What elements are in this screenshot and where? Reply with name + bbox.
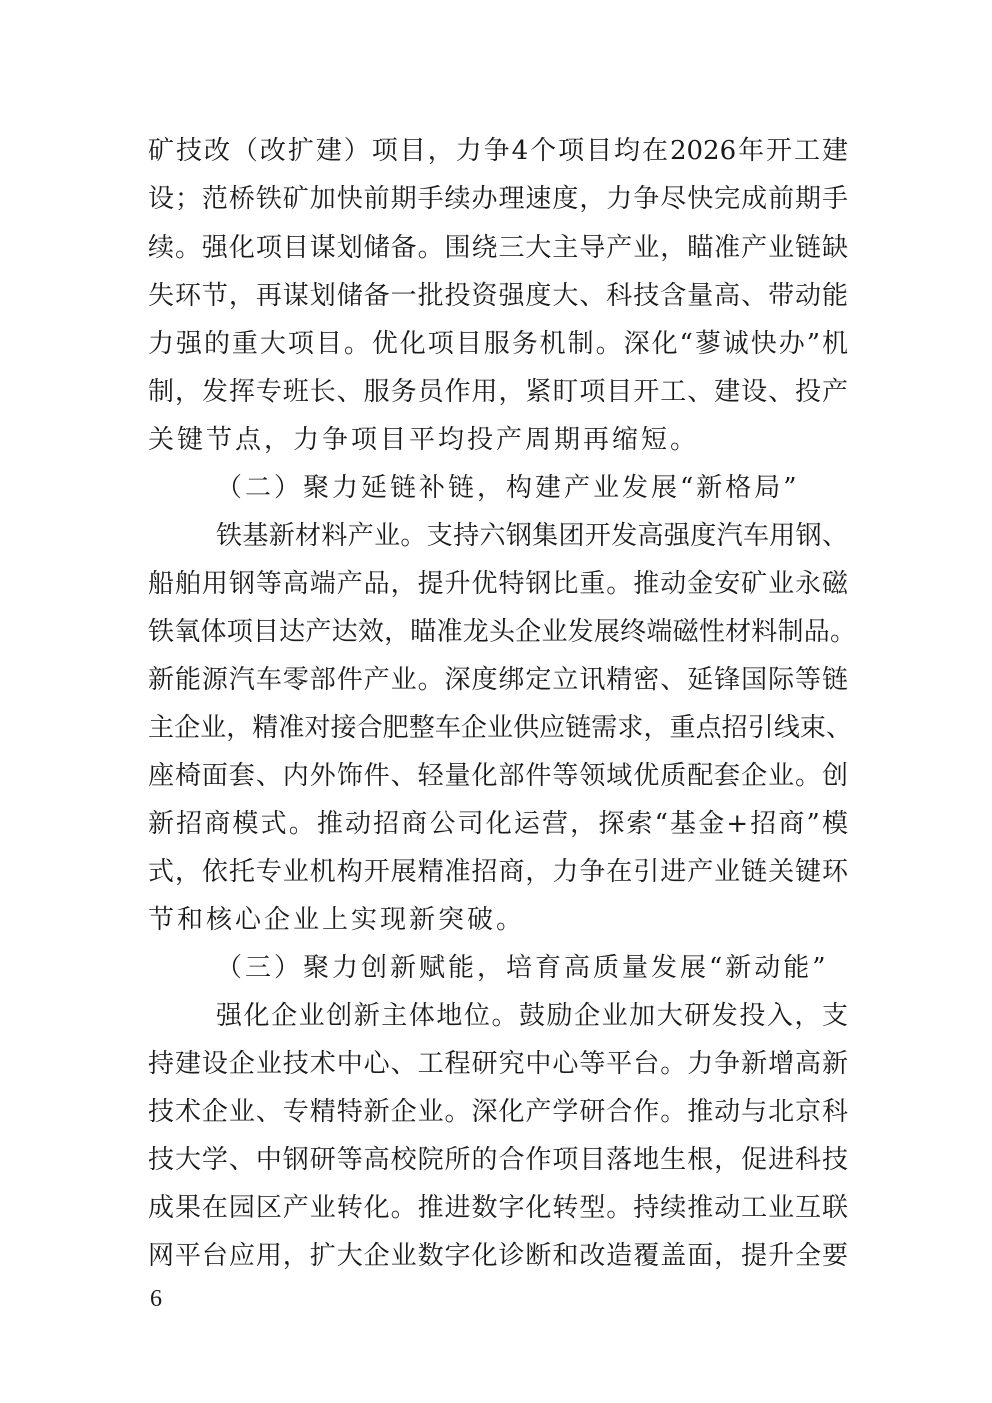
text-line-5: 力强的重大项目。优化项目服务机制。深化“蓼诚快办”机 <box>148 329 848 359</box>
section-heading-2: （二）聚力延链补链，构建产业发展“新格局” <box>216 473 800 503</box>
text-line-15: 新招商模式。推动招商公司化运营，探索“基金+招商”模 <box>148 809 848 839</box>
text-line-22: 技大学、中钢研等高校院所的合作项目落地生根，促进科技 <box>148 1145 848 1175</box>
text-line-2: 设；范桥铁矿加快前期手续办理速度，力争尽快完成前期手 <box>148 184 848 214</box>
text-line-23: 成果在园区产业转化。推进数字化转型。持续推动工业互联 <box>148 1193 848 1223</box>
text-line-4: 失环节，再谋划储备一批投资强度大、科技含量高、带动能 <box>148 281 848 311</box>
section-heading-3: （三）聚力创新赋能，培育高质量发展“新动能” <box>216 953 829 983</box>
text-line-13: 主企业，精准对接合肥整车企业供应链需求，重点招引线束、 <box>148 713 852 743</box>
text-line-21: 技术企业、专精特新企业。深化产学研合作。推动与北京科 <box>148 1097 848 1127</box>
text-line-7: 关键节点，力争项目平均投产周期再缩短。 <box>148 425 700 455</box>
text-line-20: 持建设企业技术中心、工程研究中心等平台。力争新增高新 <box>148 1049 848 1079</box>
text-line-3: 续。强化项目谋划储备。围绕三大主导产业，瞄准产业链缺 <box>148 233 848 263</box>
text-line-24: 网平台应用，扩大企业数字化诊断和改造覆盖面，提升全要 <box>148 1241 848 1271</box>
text-line-1: 矿技改（改扩建）项目，力争4个项目均在2026年开工建 <box>148 136 848 166</box>
text-line-14: 座椅面套、内外饰件、轻量化部件等领域优质配套企业。创 <box>148 761 848 791</box>
text-line-17: 节和核心企业上实现新突破。 <box>148 905 526 935</box>
text-line-6: 制，发挥专班长、服务员作用，紧盯项目开工、建设、投产 <box>148 377 848 407</box>
paragraph-start-line: 铁基新材料产业。支持六钢集团开发高强度汽车用钢、 <box>216 521 848 551</box>
text-line-12: 新能源汽车零部件产业。深度绑定立讯精密、延锋国际等链 <box>148 665 848 695</box>
paragraph-start-line: 强化企业创新主体地位。鼓励企业加大研发投入，支 <box>216 1001 848 1031</box>
text-line-16: 式，依托专业机构开展精准招商，力争在引进产业链关键环 <box>148 857 848 887</box>
page-number: 6 <box>150 1286 162 1312</box>
text-line-11: 铁氧体项目达产达效，瞄准龙头企业发展终端磁性材料制品。 <box>148 617 856 647</box>
text-line-10: 船舶用钢等高端产品，提升优特钢比重。推动金安矿业永磁 <box>148 569 848 599</box>
